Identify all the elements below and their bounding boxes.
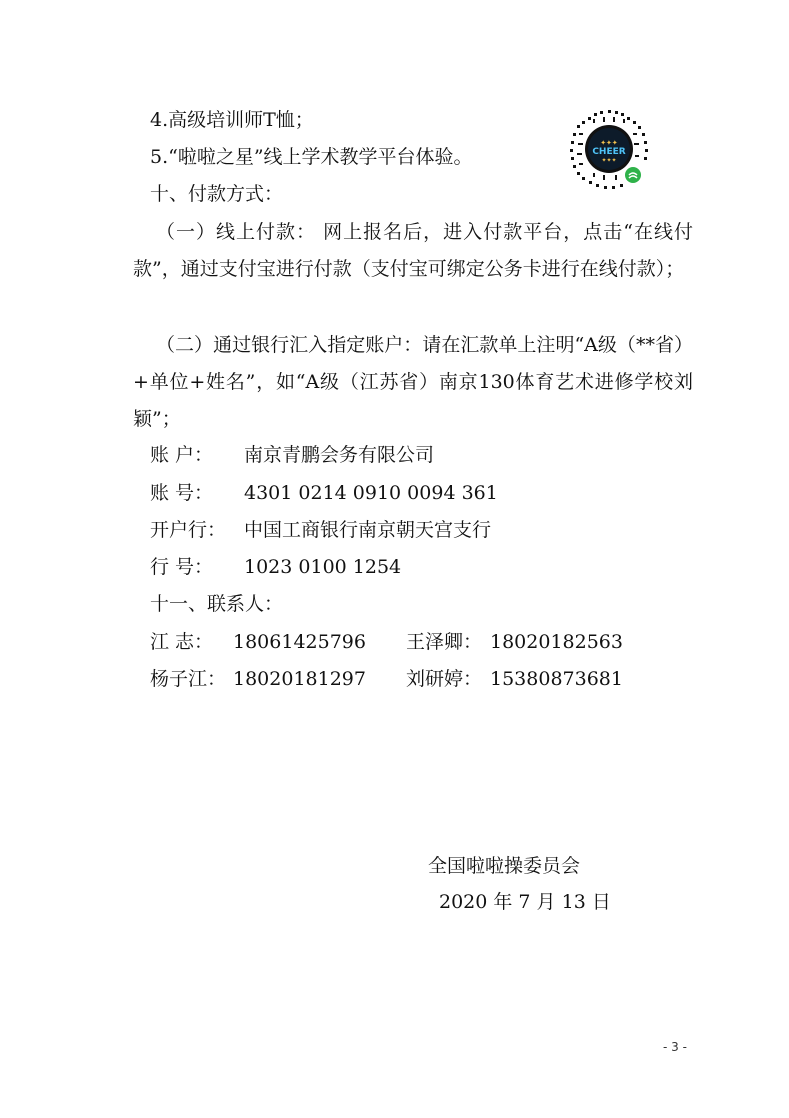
account-bank-label: 开户行： — [150, 519, 227, 541]
section-10-heading: 十、付款方式： — [150, 183, 284, 205]
account-code-label: 行 号： — [150, 556, 214, 578]
contact-name: 杨子江： — [150, 668, 227, 690]
contact-phone: 18061425796 — [233, 631, 366, 653]
list-item-4: 4.高级培训师T恤； — [150, 109, 314, 131]
contact-phone: 18020181297 — [233, 668, 366, 690]
payment-bank-paragraph: （二）通过银行汇入指定账户：请在汇款单上注明“A级（**省）+单位+姓名”，如“A级（江苏省）南京130体育艺术进修学校刘颖”； — [133, 334, 693, 430]
account-number-label: 账 号： — [150, 482, 214, 504]
signature-org: 全国啦啦操委员会 — [428, 855, 581, 877]
contact-name: 江 志： — [150, 631, 214, 653]
page-number: - 3 - — [663, 1040, 687, 1054]
svg-text:✦✦✦: ✦✦✦ — [600, 139, 618, 147]
signature-date: 2020 年 7 月 13 日 — [439, 891, 611, 913]
qr-code-icon — [563, 103, 655, 195]
account-code-value: 1023 0100 1254 — [244, 556, 402, 578]
account-bank-value: 中国工商银行南京朝天宫支行 — [244, 519, 492, 541]
section-11-heading: 十一、联系人： — [150, 593, 284, 615]
qr-logo-text: CHEER — [592, 147, 626, 157]
account-number-value: 4301 0214 0910 0094 361 — [244, 482, 498, 504]
contact-phone: 18020182563 — [490, 631, 623, 653]
payment-online-paragraph: （一）线上付款： 网上报名后，进入付款平台，点击“在线付款”，通过支付宝进行付款（支付宝可绑定公务卡进行在线付款）； — [133, 221, 693, 280]
contact-phone: 15380873681 — [490, 668, 623, 690]
account-name-value: 南京青鹏会务有限公司 — [244, 444, 435, 466]
contact-name: 王泽卿： — [406, 631, 483, 653]
account-name-label: 账 户： — [150, 444, 214, 466]
svg-text:✦✦✦: ✦✦✦ — [601, 157, 617, 164]
contact-name: 刘研婷： — [406, 668, 483, 690]
list-item-5: 5.“啦啦之星”线上学术教学平台体验。 — [150, 146, 473, 168]
